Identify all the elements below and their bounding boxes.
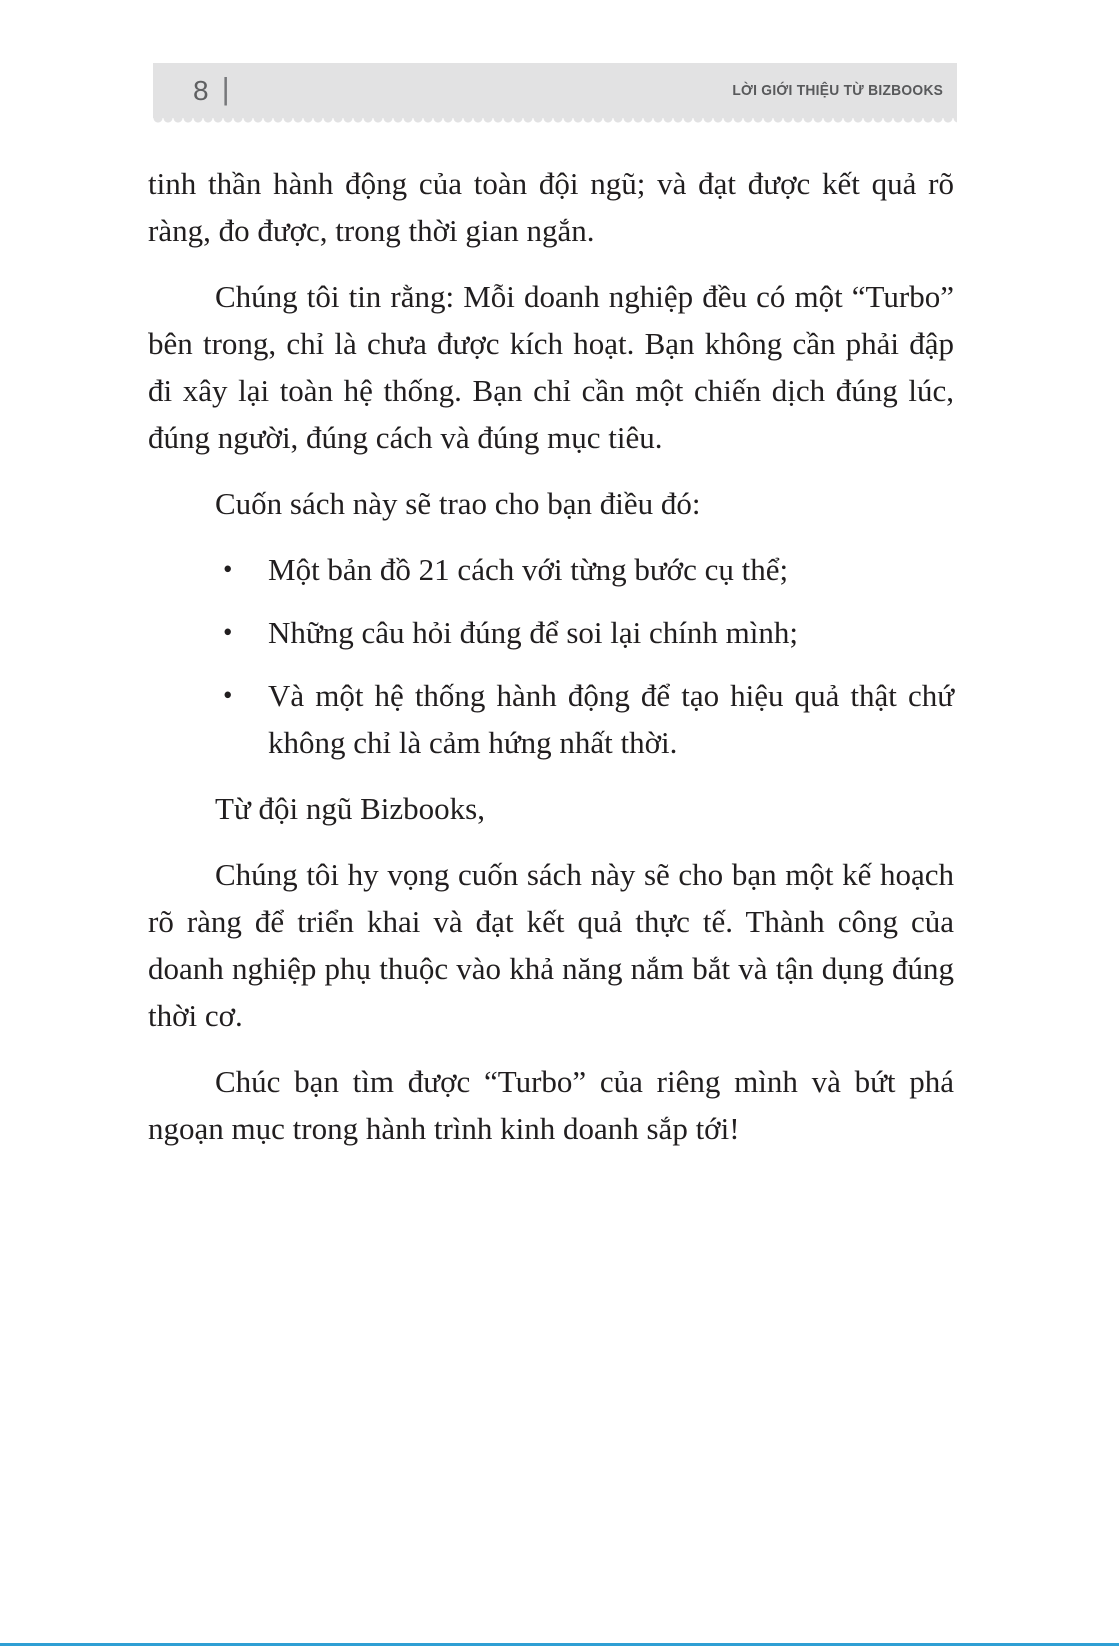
running-title: LỜI GIỚI THIỆU TỪ BIZBOOKS	[732, 82, 943, 99]
bullet-icon: •	[223, 554, 233, 584]
paragraph-6: Chúc bạn tìm được “Turbo” của riêng mình và bứt phá ngoạn mục trong hành trình kinh doanh sắp tới!	[148, 1064, 954, 1146]
bullet-icon: •	[223, 617, 233, 647]
paragraph-1: tinh thần hành động của toàn đội ngũ; và đạt được kết quả rõ ràng, đo được, trong thời gian ngắn.	[148, 166, 954, 248]
header-divider: |	[221, 71, 230, 106]
bullet-text: Một bản đồ 21 cách với từng bước cụ thể;	[268, 552, 789, 587]
bullet-icon: •	[223, 680, 233, 710]
page-number: 8	[193, 74, 209, 106]
paragraph-5: Chúng tôi hy vọng cuốn sách này sẽ cho bạn một kế hoạch rõ ràng để triển khai và đạt kết quả thực tế. Thành công của doanh nghiệp phụ thuộc vào khả năng nắm bắt và tận dụng đúng thời cơ.	[148, 857, 954, 1033]
page-body	[148, 160, 954, 1171]
bullet-item	[148, 672, 954, 766]
paragraph-3: Cuốn sách này sẽ trao cho bạn điều đó:	[215, 486, 701, 521]
bullet-text: Những câu hỏi đúng để soi lại chính mình;	[268, 615, 798, 650]
paragraph-2: Chúng tôi tin rằng: Mỗi doanh nghiệp đều có một “Turbo” bên trong, chỉ là chưa được kích hoạt. Bạn không cần phải đập đi xây lại toàn hệ thống. Bạn chỉ cần một chiến dịch đúng lúc, đúng người, đúng cách và đúng mục tiêu.	[148, 279, 954, 455]
bullet-list	[148, 546, 954, 766]
bullet-item	[148, 609, 954, 656]
header-left	[193, 71, 230, 106]
header-perforated-edge	[153, 118, 957, 124]
page-header	[153, 63, 957, 118]
bullet-text: Và một hệ thống hành động để tạo hiệu quả thật chứ không chỉ là cảm hứng nhất thời.	[268, 678, 954, 760]
paragraph-4: Từ đội ngũ Bizbooks,	[215, 791, 485, 826]
bullet-item	[148, 546, 954, 593]
